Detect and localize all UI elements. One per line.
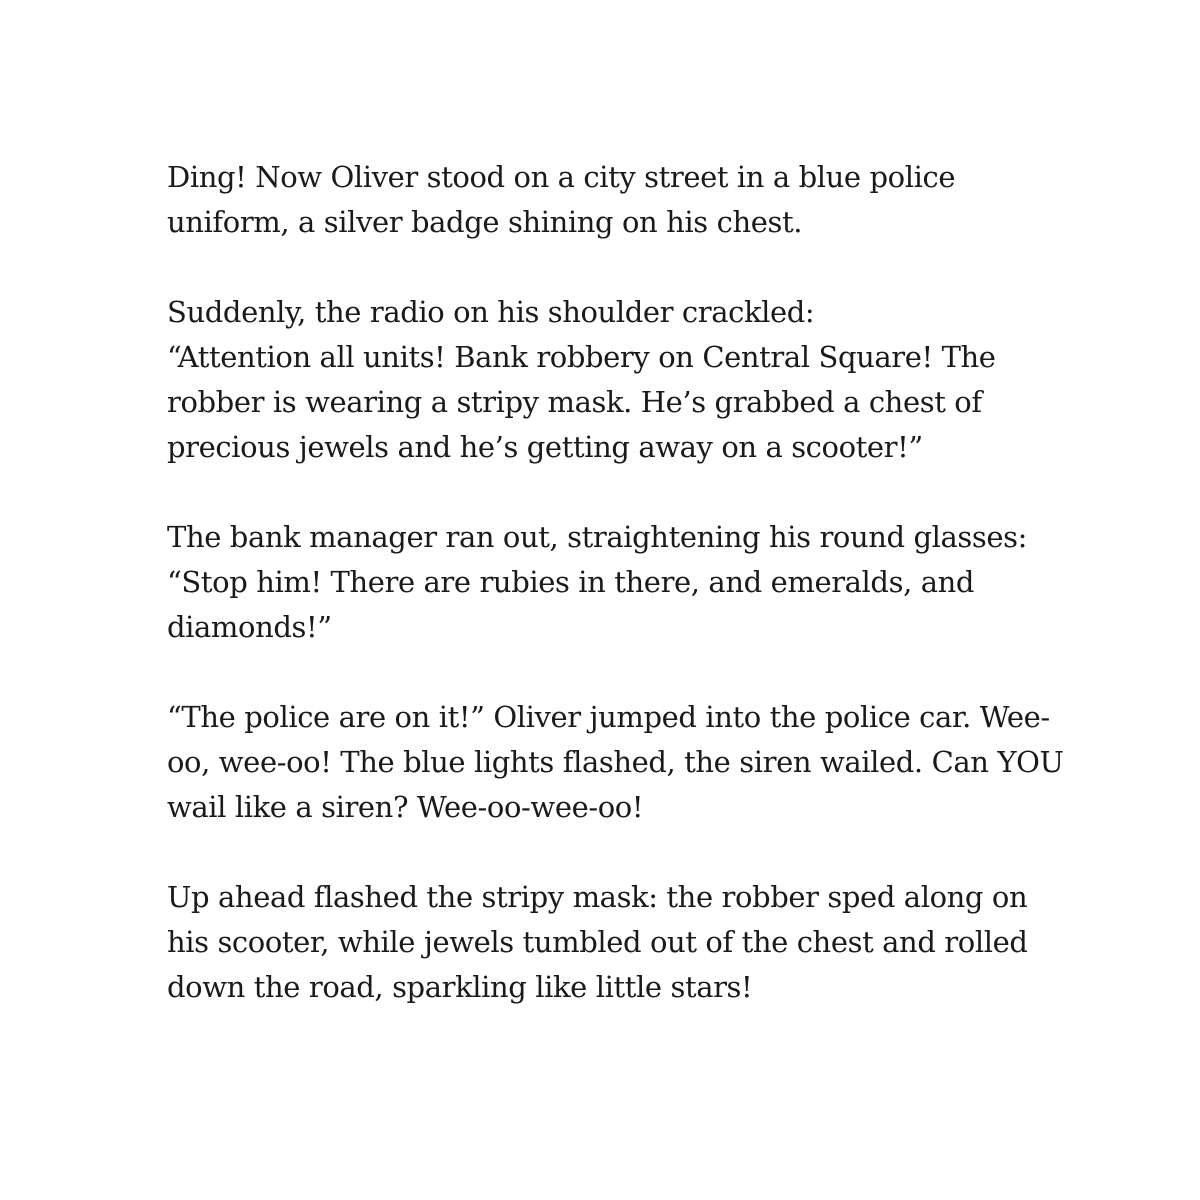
paragraph-police-uniform <box>167 155 1087 245</box>
text-line: precious jewels and he’s getting away on a scooter!” <box>167 430 923 464</box>
text-line: his scooter, while jewels tumbled out of the chest and rolled <box>167 925 1028 959</box>
text-line: “Attention all units! Bank robbery on Central Square! The <box>167 340 996 374</box>
paragraph-radio-call <box>167 290 1087 470</box>
text-line: Ding! Now Oliver stood on a city street in a blue police <box>167 160 956 194</box>
text-line: down the road, sparkling like little stars! <box>167 970 753 1004</box>
paragraph-bank-manager <box>167 515 1087 650</box>
text-line: The bank manager ran out, straightening his round glasses: <box>167 520 1028 554</box>
text-line: wail like a siren? Wee-oo-wee-oo! <box>167 790 644 824</box>
text-line: “The police are on it!” Oliver jumped into the police car. Wee- <box>167 700 1050 734</box>
story-text <box>167 155 1087 1055</box>
text-line: Up ahead flashed the stripy mask: the robber sped along on <box>167 880 1028 914</box>
text-line: robber is wearing a stripy mask. He’s grabbed a chest of <box>167 385 982 419</box>
text-line: diamonds!” <box>167 610 332 644</box>
paragraph-chase <box>167 875 1087 1010</box>
text-line: uniform, a silver badge shining on his chest. <box>167 205 803 239</box>
text-line: oo, wee-oo! The blue lights flashed, the siren wailed. Can YOU <box>167 745 1064 779</box>
paragraph-police-car <box>167 695 1087 830</box>
text-line: Suddenly, the radio on his shoulder crackled: <box>167 295 815 329</box>
text-line: “Stop him! There are rubies in there, and emeralds, and <box>167 565 975 599</box>
